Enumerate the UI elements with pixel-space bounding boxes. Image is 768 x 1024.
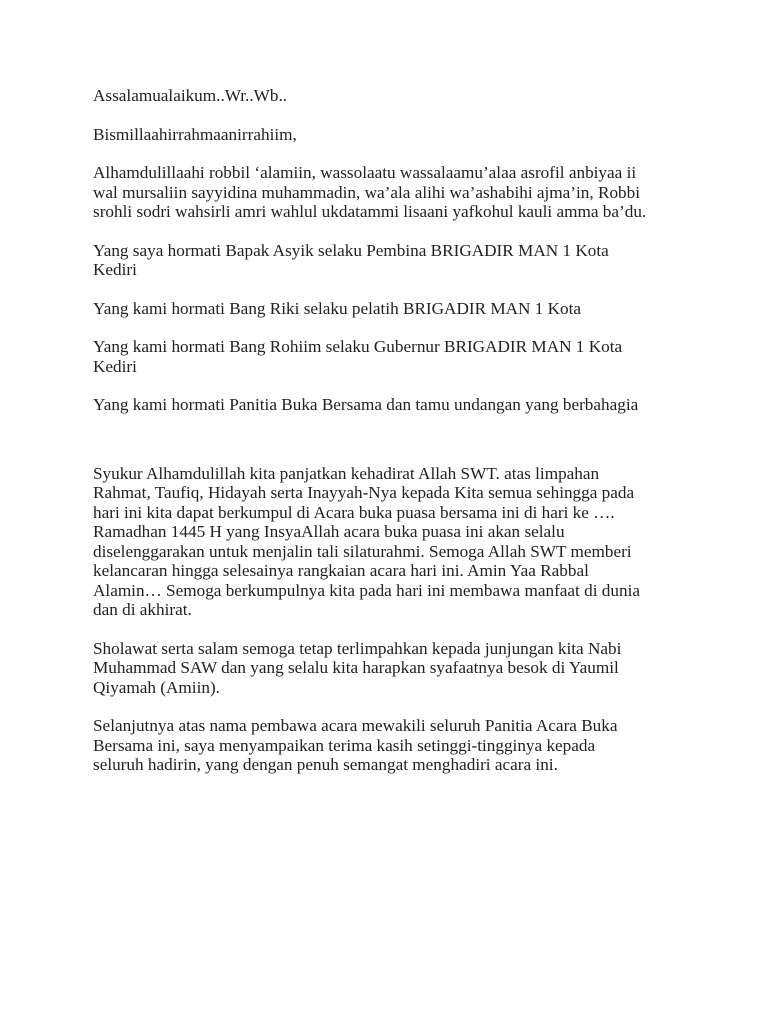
thanks-paragraph <box>93 716 733 775</box>
paragraph-line: seluruh hadirin, yang dengan penuh semangat menghadiri acara ini. <box>93 755 558 774</box>
paragraph-line: Kediri <box>93 356 137 376</box>
respect-paragraph-1 <box>93 241 733 280</box>
paragraph-line: Alhamdulillaahi robbil ‘alamiin, wassolaatu wassalaamu’alaa asrofil anbiyaa ii <box>93 163 637 182</box>
paragraph-line: Syukur Alhamdulillah kita panjatkan kehadirat Allah SWT. atas limpahan <box>93 463 600 483</box>
paragraph-line: Yang kami hormati Bang Riki selaku pelatih BRIGADIR MAN 1 Kota <box>93 298 582 318</box>
paragraph-line: srohli sodri wahsirli amri wahlul ukdatammi lisaani yafkohul kauli amma ba’du. <box>93 202 647 221</box>
paragraph-line: Selanjutnya atas nama pembawa acara mewakili seluruh Panitia Acara Buka <box>93 716 618 735</box>
paragraph-line: Yang kami hormati Bang Rohiim selaku Gubernur BRIGADIR MAN 1 Kota <box>93 337 623 356</box>
basmalah-paragraph <box>93 125 733 145</box>
paragraph-line: Muhammad SAW dan yang selalu kita harapkan syafaatnya besok di Yaumil <box>93 658 619 677</box>
paragraph-line: hari ini kita dapat berkumpul di Acara buka puasa bersama ini di hari ke …. <box>93 502 615 522</box>
paragraph-line: Yang kami hormati Panitia Buka Bersama dan tamu undangan yang berbahagia <box>93 395 639 414</box>
sholawat-paragraph <box>93 639 733 698</box>
paragraph-line: Rahmat, Taufiq, Hidayah serta Inayyah-Nya kepada Kita semua sehingga pada <box>93 483 635 502</box>
document-page <box>93 86 733 775</box>
basmalah-line: Bismillaahirrahmaanirrahiim, <box>93 124 297 144</box>
paragraph-line: Ramadhan 1445 H yang InsyaAllah acara buka puasa ini akan selalu <box>93 522 565 541</box>
paragraph-line: Bersama ini, saya menyampaikan terima kasih setinggi-tingginya kepada <box>93 735 596 755</box>
greeting-line: Assalamualaikum..Wr..Wb.. <box>93 86 288 105</box>
opening-prayer-paragraph <box>93 163 733 222</box>
paragraph-line: kelancaran hingga selesainya rangkaian acara hari ini. Amin Yaa Rabbal <box>93 561 589 580</box>
paragraph-line: Qiyamah (Amiin). <box>93 677 220 697</box>
paragraph-line: Alamin… Semoga berkumpulnya kita pada hari ini membawa manfaat di dunia <box>93 580 640 600</box>
greeting-paragraph <box>93 86 733 106</box>
paragraph-line: Sholawat serta salam semoga tetap terlimpahkan kepada junjungan kita Nabi <box>93 638 622 658</box>
respect-paragraph-2 <box>93 299 733 319</box>
gratitude-paragraph <box>93 464 733 620</box>
paragraph-line: diselenggarakan untuk menjalin tali silaturahmi. Semoga Allah SWT memberi <box>93 541 632 561</box>
respect-paragraph-3 <box>93 337 733 376</box>
paragraph-line: wal mursaliin sayyidina muhammadin, wa’ala alihi wa’ashabihi ajma’in, Robbi <box>93 182 640 202</box>
paragraph-line: Yang saya hormati Bapak Asyik selaku Pembina BRIGADIR MAN 1 Kota <box>93 240 609 260</box>
respect-paragraph-4 <box>93 395 733 415</box>
paragraph-line: dan di akhirat. <box>93 600 192 619</box>
paragraph-line: Kediri <box>93 260 137 279</box>
